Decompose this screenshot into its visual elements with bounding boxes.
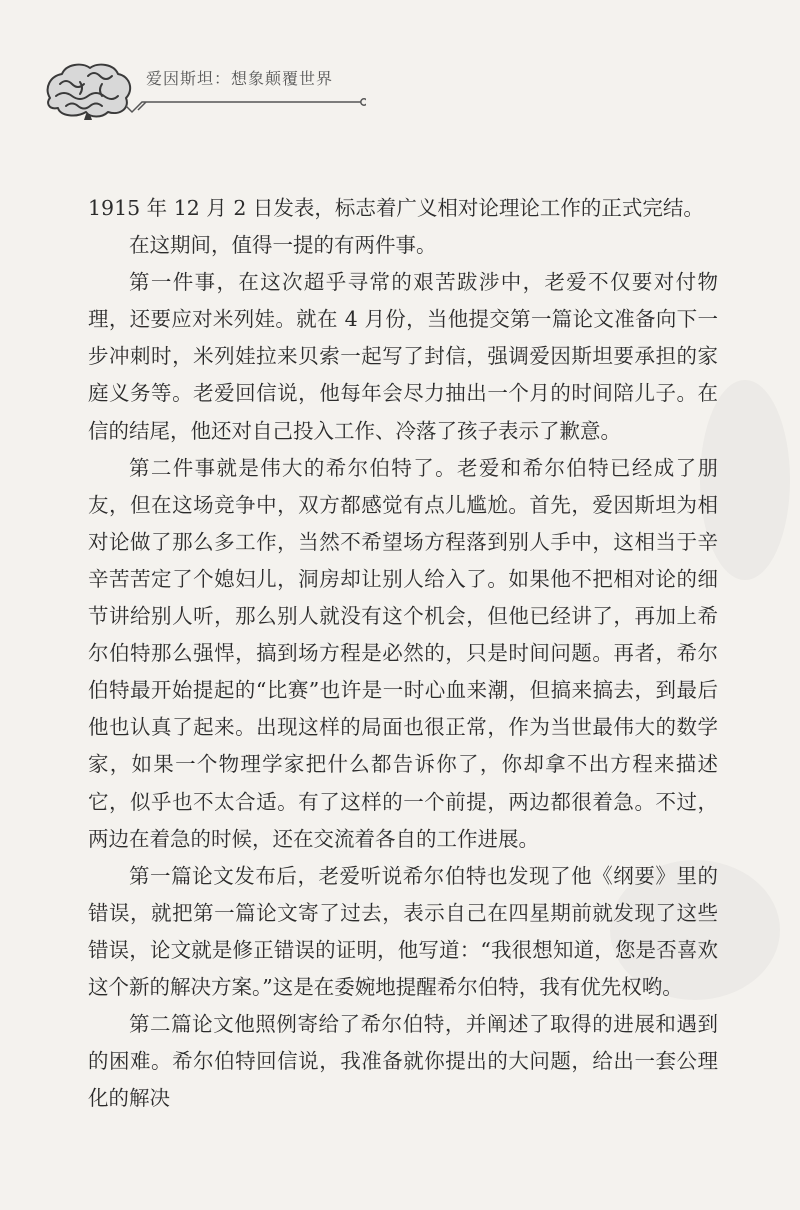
header-title: 爱因斯坦：想象颠覆世界 (146, 69, 334, 88)
paragraph: 在这期间，值得一提的有两件事。 (129, 233, 437, 258)
running-header (40, 50, 360, 120)
paragraph: 第一篇论文发布后，老爱听说希尔伯特也发现了他《纲要》里的错误，就把第一篇论文寄了过去，表示自己在四星期前就发现了这些错误，论文就是修正错误的证明，他写道：“我很想知道，您是否喜欢这个新的解决方案。”这是在委婉地提醒希尔伯特，我有优先权哟。 (88, 863, 718, 999)
body-text (88, 190, 718, 1117)
paragraph: 第一件事，在这次超乎寻常的艰苦跋涉中，老爱不仅要对付物理，还要应对米列娃。就在 4 月份，当他提交第一篇论文准备向下一步冲刺时，米列娃拉来贝索一起写了封信，强调爱因斯坦要承担的家庭义务等。老爱回信说，他每年会尽力抽出一个月的时间陪儿子。在信的结尾，他还对自己投入工作、冷落了孩子表示了歉意。 (88, 270, 718, 443)
brain-icon (40, 58, 136, 120)
paragraph: 第二件事就是伟大的希尔伯特了。老爱和希尔伯特已经成了朋友，但在这场竞争中，双方都感觉有点儿尴尬。首先，爱因斯坦为相对论做了那么多工作，当然不希望场方程落到别人手中，这相当于辛辛苦苦定了个媳妇儿，洞房却让别人给入了。如果他不把相对论的细节讲给别人听，那么别人就没有这个机会，但他已经讲了，再加上希尔伯特那么强悍，搞到场方程是必然的，只是时间问题。再者，希尔伯特最开始提起的“比赛”也许是一时心血来潮，但搞来搞去，到最后他也认真了起来。出现这样的局面也很正常，作为当世最伟大的数学家，如果一个物理学家把什么都告诉你了，你却拿不出方程来描述它，似乎也不太合适。有了这样的一个前提，两边都很着急。不过，两边在着急的时候，还在交流着各自的工作进展。 (88, 455, 718, 851)
paragraph: 第二篇论文他照例寄给了希尔伯特，并阐述了取得的进展和遇到的困难。希尔伯特回信说，我准备就你提出的大问题，给出一套公理化的解决 (88, 1012, 718, 1111)
header-rule (126, 80, 366, 130)
paragraph: 1915 年 12 月 2 日发表，标志着广义相对论理论工作的正式完结。 (88, 196, 704, 220)
